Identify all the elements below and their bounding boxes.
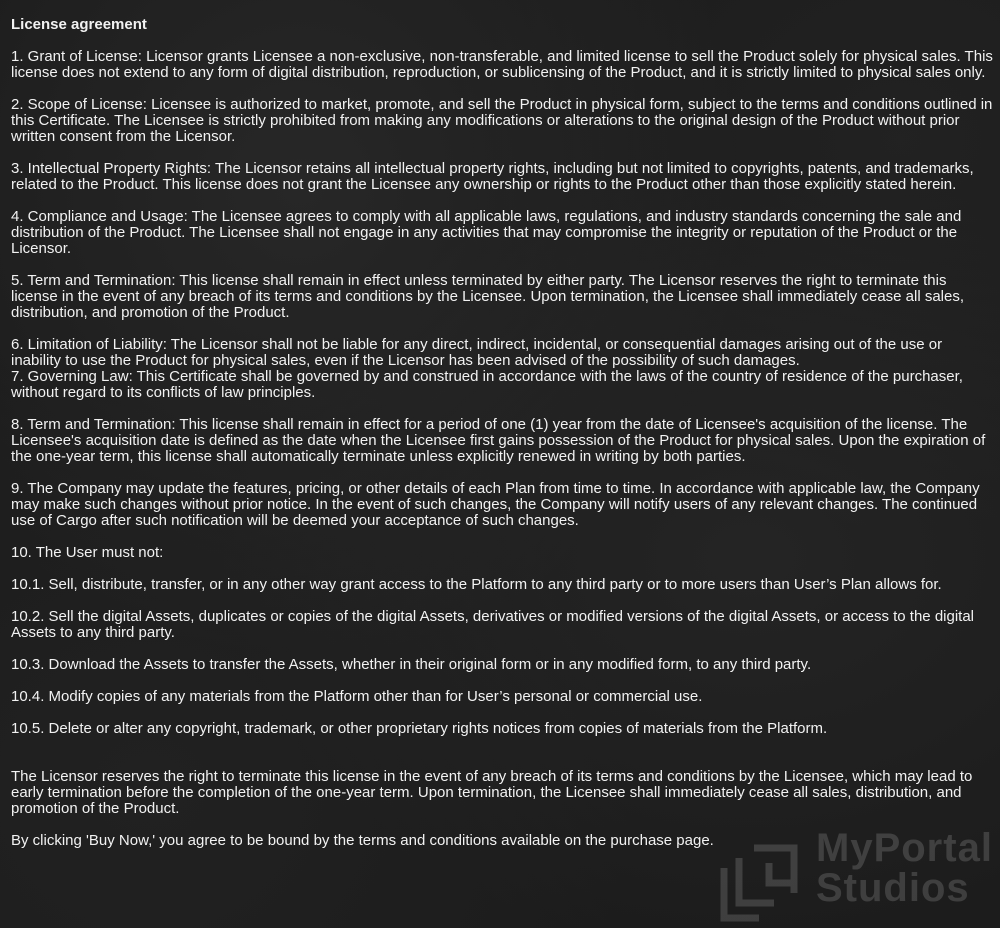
clause-8: 8. Term and Termination: This license shall remain in effect for a period of one (1) year from the date of Licensee's acquisition of the license. The Licensee's acquisition date is defined as the date when the Licensee first gains possession of the Product for physical sales. Upon the expiration of the one-year term, this license shall automatically terminate unless explicitly renewed in writing by both parties.: [11, 416, 986, 465]
termination-reservation: The Licensor reserves the right to terminate this license in the event of any breach of its terms and conditions by the Licensee, which may lead to early termination before the completion of the one-year term. Upon termination, the Licensee shall immediately cease all sales, distribution, and promotion of the Product.: [11, 768, 973, 817]
clause-10-3: 10.3. Download the Assets to transfer the Assets, whether in their original form or in any modified form, to any third party.: [11, 656, 812, 673]
clause-9: 9. The Company may update the features, pricing, or other details of each Plan from time to time. In accordance with applicable law, the Company may make such changes without prior notice. In the event of such changes, the Company will notify users of any relevant changes. The continued use of Cargo after such notification will be deemed your acceptance of such changes.: [11, 480, 980, 529]
document-title: License agreement: [11, 16, 147, 33]
clause-6: 6. Limitation of Liability: The Licensor shall not be liable for any direct, indirect, incidental, or consequential damages arising out of the use or inability to use the Product for physical sales, even if the Licensor has been advised of the possibility of such damages.: [11, 336, 943, 369]
clause-10-1: 10.1. Sell, distribute, transfer, or in any other way grant access to the Platform to any third party or to more users than User’s Plan allows for.: [11, 576, 942, 593]
clause-7: 7. Governing Law: This Certificate shall be governed by and construed in accordance with the laws of the country of residence of the purchaser, without regard to its conflicts of law principles.: [11, 368, 963, 401]
clause-10: 10. The User must not:: [11, 544, 164, 561]
studio-logo-icon: [714, 838, 804, 928]
clause-10-4: 10.4. Modify copies of any materials from the Platform other than for User’s personal or commercial use.: [11, 688, 703, 705]
clause-3: 3. Intellectual Property Rights: The Licensor retains all intellectual property rights, including but not limited to copyrights, patents, and trademarks, related to the Product. This license does not grant the Licensee any ownership or rights to the Product other than those explicitly stated herein.: [11, 160, 974, 193]
buy-now-notice: By clicking 'Buy Now,' you agree to be bound by the terms and conditions available on the purchase page.: [11, 832, 714, 849]
license-document: [11, 17, 993, 849]
watermark-line-1: MyPortal: [816, 826, 993, 870]
clause-1: 1. Grant of License: Licensor grants Licensee a non-exclusive, non-transferable, and limited license to sell the Product solely for physical sales. This license does not extend to any form of digital distribution, reproduction, or sublicensing of the Product, and it is strictly limited to physical sales only.: [11, 48, 993, 81]
clause-10-5: 10.5. Delete or alter any copyright, trademark, or other proprietary rights notices from copies of materials from the Platform.: [11, 720, 828, 737]
clause-4: 4. Compliance and Usage: The Licensee agrees to comply with all applicable laws, regulations, and industry standards concerning the sale and distribution of the Product. The Licensee shall not engage in any activities that may compromise the integrity or reputation of the Product or the Licensor.: [11, 208, 962, 257]
clause-10-2: 10.2. Sell the digital Assets, duplicates or copies of the digital Assets, derivatives or modified versions of the digital Assets, or access to the digital Assets to any third party.: [11, 608, 975, 641]
watermark-line-2: Studios: [816, 866, 970, 910]
clause-5: 5. Term and Termination: This license shall remain in effect unless terminated by either party. The Licensor reserves the right to terminate this license in the event of any breach of its terms and conditions by the Licensee. Upon termination, the Licensee shall immediately cease all sales, distribution, and promotion of the Product.: [11, 272, 965, 321]
clause-2: 2. Scope of License: Licensee is authorized to market, promote, and sell the Product in physical form, subject to the terms and conditions outlined in this Certificate. The Licensee is strictly prohibited from making any modifications or alterations to the original design of the Product without prior written consent from the Licensor.: [11, 96, 993, 145]
